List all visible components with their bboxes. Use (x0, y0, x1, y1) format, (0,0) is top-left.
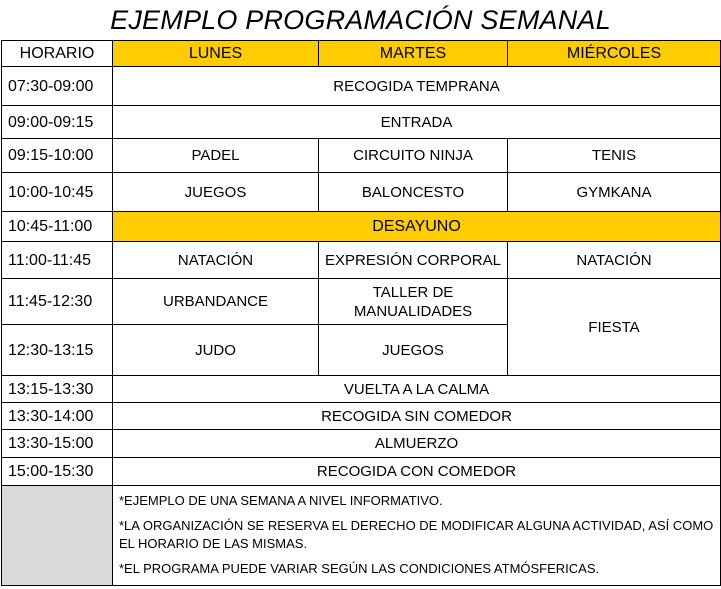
activity-cell: RECOGIDA CON COMEDOR (113, 458, 721, 486)
activity-line: MANUALIDADES (353, 302, 473, 320)
time-cell: 07:30-09:00 (2, 67, 113, 106)
notes-row (2, 486, 721, 586)
time-cell: 10:45-11:00 (2, 212, 113, 242)
activity-cell-wednesday: GYMKANA (508, 173, 721, 212)
time-cell: 09:15-10:00 (2, 139, 113, 173)
activity-cell-monday: NATACIÓN (113, 242, 319, 279)
activity-cell-monday: PADEL (113, 139, 319, 173)
page-title: EJEMPLO PROGRAMACIÓN SEMANAL (110, 5, 611, 35)
activity-cell-wednesday: FIESTA (508, 279, 721, 376)
notes-cell (113, 486, 721, 586)
header-monday: LUNES (113, 41, 319, 67)
activity-cell-tuesday: EXPRESIÓN CORPORAL (319, 242, 508, 279)
activity-cell-tuesday: JUEGOS (319, 325, 508, 376)
activity-cell: VUELTA A LA CALMA (113, 376, 721, 403)
table-row (2, 139, 721, 173)
notes-spacer-cell (2, 486, 113, 586)
header-time: HORARIO (2, 41, 113, 67)
weekly-schedule-table (1, 40, 721, 586)
note-line: *EL PROGRAMA PUEDE VARIAR SEGÚN LAS CONDICIONES ATMÓSFERICAS. (119, 561, 600, 576)
activity-line: TALLER DE (372, 283, 454, 301)
time-cell: 13:30-14:00 (2, 403, 113, 430)
activity-cell-wednesday: NATACIÓN (508, 242, 721, 279)
table-row (2, 279, 721, 325)
table-row (2, 242, 721, 279)
time-cell: 11:45-12:30 (2, 279, 113, 325)
header-tuesday: MARTES (319, 41, 508, 67)
time-cell: 11:00-11:45 (2, 242, 113, 279)
time-cell: 13:15-13:30 (2, 376, 113, 403)
table-row (2, 403, 721, 430)
table-row (2, 376, 721, 403)
activity-cell-tuesday: BALONCESTO (319, 173, 508, 212)
table-row (2, 458, 721, 486)
breakfast-cell: DESAYUNO (113, 212, 721, 242)
table-row (2, 106, 721, 139)
activity-cell-tuesday: CIRCUITO NINJA (319, 139, 508, 173)
time-cell: 10:00-10:45 (2, 173, 113, 212)
table-row (2, 67, 721, 106)
activity-cell-tuesday (319, 279, 508, 325)
time-cell: 15:00-15:30 (2, 458, 113, 486)
table-row (2, 173, 721, 212)
activity-cell: RECOGIDA SIN COMEDOR (113, 403, 721, 430)
table-row (2, 430, 721, 458)
activity-cell-monday: JUEGOS (113, 173, 319, 212)
header-wednesday: MIÉRCOLES (508, 41, 721, 67)
activity-cell-wednesday: TENIS (508, 139, 721, 173)
activity-cell-monday: JUDO (113, 325, 319, 376)
activity-cell-monday: URBANDANCE (113, 279, 319, 325)
note-line: *EJEMPLO DE UNA SEMANA A NIVEL INFORMATIVO. (119, 493, 443, 508)
activity-cell: ENTRADA (113, 106, 721, 139)
header-row (2, 41, 721, 67)
time-cell: 09:00-09:15 (2, 106, 113, 139)
activity-cell: ALMUERZO (113, 430, 721, 458)
activity-cell: RECOGIDA TEMPRANA (113, 67, 721, 106)
time-cell: 13:30-15:00 (2, 430, 113, 458)
time-cell: 12:30-13:15 (2, 325, 113, 376)
note-line: *LA ORGANIZACIÓN SE RESERVA EL DERECHO DE MODIFICAR ALGUNA ACTIVIDAD, ASÍ COMO EL HORARIO DE LAS MISMAS. (119, 518, 714, 551)
table-row (2, 212, 721, 242)
